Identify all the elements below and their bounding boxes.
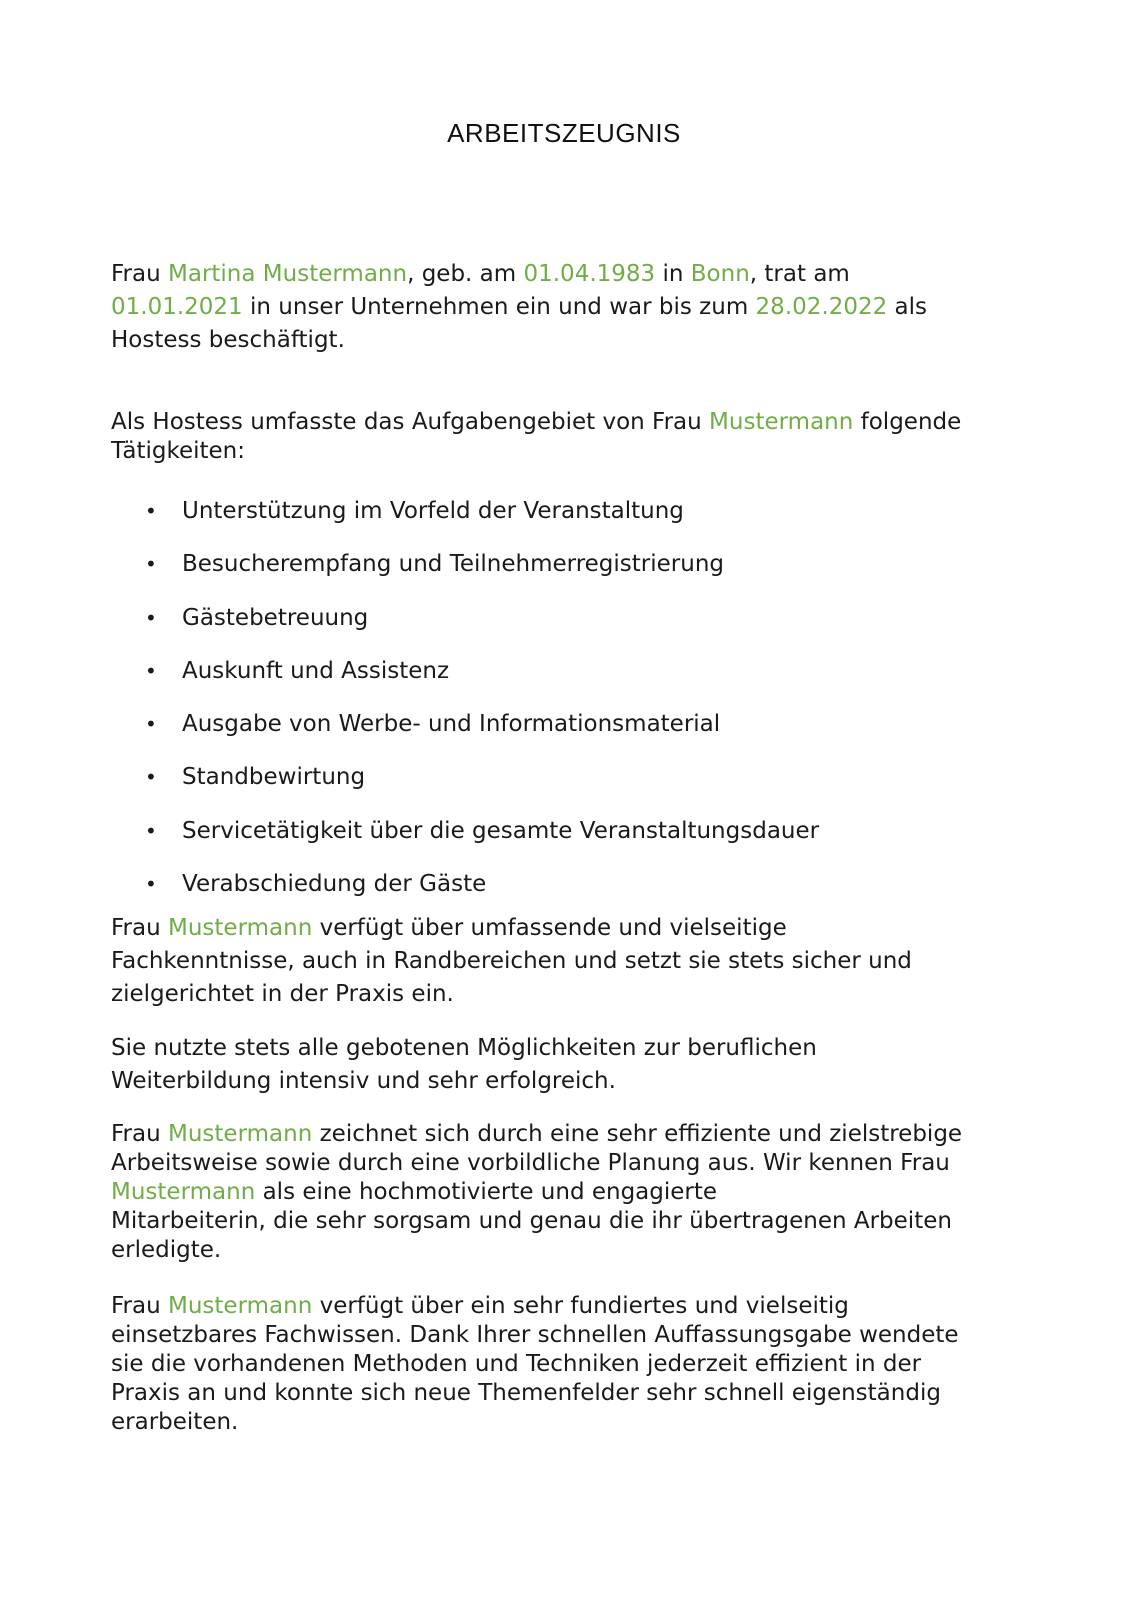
intro-text: Frau <box>111 261 168 287</box>
workstyle-text: Frau <box>111 1121 168 1147</box>
employee-surname: Mustermann <box>111 1179 256 1205</box>
intro-text: in <box>655 261 691 287</box>
workstyle-paragraph <box>111 1120 1011 1265</box>
duty-text: Standbewirtung <box>182 764 366 791</box>
birth-place: Bonn <box>690 261 750 287</box>
knowledge-text: Fachkenntnisse, auch in Randbereichen und setzt sie stets sicher und <box>111 948 912 974</box>
expertise-text: Frau <box>111 1293 168 1319</box>
employee-name: Martina Mustermann <box>168 261 408 287</box>
intro-text: , trat am <box>749 261 850 287</box>
document-title: ARBEITSZEUGNIS <box>447 118 681 148</box>
expertise-paragraph <box>111 1292 1011 1437</box>
intro-paragraph <box>111 258 1011 357</box>
intro-text: Hostess beschäftigt. <box>111 327 345 353</box>
workstyle-text: Arbeitsweise sowie durch eine vorbildliche Planung aus. Wir kennen Frau <box>111 1150 950 1176</box>
workstyle-text: als eine hochmotivierte und engagierte <box>255 1179 718 1205</box>
training-text: Sie nutzte stets alle gebotenen Möglichkeiten zur beruflichen <box>111 1035 817 1061</box>
birth-date: 01.04.1983 <box>523 261 656 287</box>
bullet-icon: • <box>145 605 157 630</box>
duties-intro-text: Als Hostess umfasste das Aufgabengebiet von Frau <box>111 409 710 435</box>
list-item <box>111 658 1011 711</box>
duty-text: Gästebetreuung <box>182 604 369 631</box>
bullet-icon: • <box>145 872 157 897</box>
list-item <box>111 498 1011 551</box>
expertise-text: Praxis an und konnte sich neue Themenfelder sehr schnell eigenständig <box>111 1380 941 1406</box>
training-paragraph <box>111 1032 1011 1098</box>
duty-text: Verabschiedung der Gäste <box>182 871 487 898</box>
list-item <box>111 711 1011 764</box>
list-item <box>111 605 1011 658</box>
knowledge-text: verfügt über umfassende und vielseitige <box>312 915 787 941</box>
bullet-icon: • <box>145 712 157 737</box>
duties-list <box>111 498 1011 924</box>
duties-intro-text: Tätigkeiten: <box>111 438 246 464</box>
employee-surname: Mustermann <box>168 1121 313 1147</box>
bullet-icon: • <box>145 499 157 523</box>
bullet-icon: • <box>145 765 157 790</box>
end-date: 28.02.2022 <box>755 294 888 320</box>
list-item <box>111 818 1011 871</box>
duty-text: Servicetätigkeit über die gesamte Veranstaltungsdauer <box>182 817 820 844</box>
duty-text: Unterstützung im Vorfeld der Veranstaltung <box>182 498 684 524</box>
workstyle-text: erledigte. <box>111 1237 222 1263</box>
training-text: Weiterbildung intensiv und sehr erfolgreich. <box>111 1068 616 1094</box>
duties-intro-text: folgende <box>853 409 962 435</box>
employee-surname: Mustermann <box>168 915 313 941</box>
knowledge-text: Frau <box>111 915 168 941</box>
start-date: 01.01.2021 <box>111 294 243 320</box>
intro-text: in unser Unternehmen ein und war bis zum <box>242 294 756 320</box>
duties-intro-paragraph <box>111 408 1011 466</box>
duty-text: Ausgabe von Werbe- und Informationsmaterial <box>182 711 721 738</box>
expertise-text: erarbeiten. <box>111 1409 239 1435</box>
intro-text: , geb. am <box>407 261 524 287</box>
workstyle-text: Mitarbeiterin, die sehr sorgsam und genau die ihr übertragenen Arbeiten <box>111 1208 952 1234</box>
bullet-icon: • <box>145 658 157 683</box>
employee-surname: Mustermann <box>709 409 854 435</box>
employee-surname: Mustermann <box>168 1293 313 1319</box>
expertise-text: verfügt über ein sehr fundiertes und vielseitig <box>312 1293 849 1319</box>
duty-text: Besucherempfang und Teilnehmerregistrierung <box>182 551 724 578</box>
expertise-text: sie die vorhandenen Methoden und Techniken jederzeit effizient in der <box>111 1351 922 1377</box>
workstyle-text: zeichnet sich durch eine sehr effiziente und zielstrebige <box>312 1121 963 1147</box>
expertise-text: einsetzbares Fachwissen. Dank Ihrer schnellen Auffassungsgabe wendete <box>111 1322 959 1348</box>
knowledge-text: zielgerichtet in der Praxis ein. <box>111 981 454 1007</box>
bullet-icon: • <box>145 552 157 577</box>
knowledge-paragraph <box>111 912 1011 1011</box>
intro-text: als <box>887 294 928 320</box>
bullet-icon: • <box>145 818 157 843</box>
list-item <box>111 551 1011 604</box>
duty-text: Auskunft und Assistenz <box>182 657 450 684</box>
list-item <box>111 764 1011 817</box>
